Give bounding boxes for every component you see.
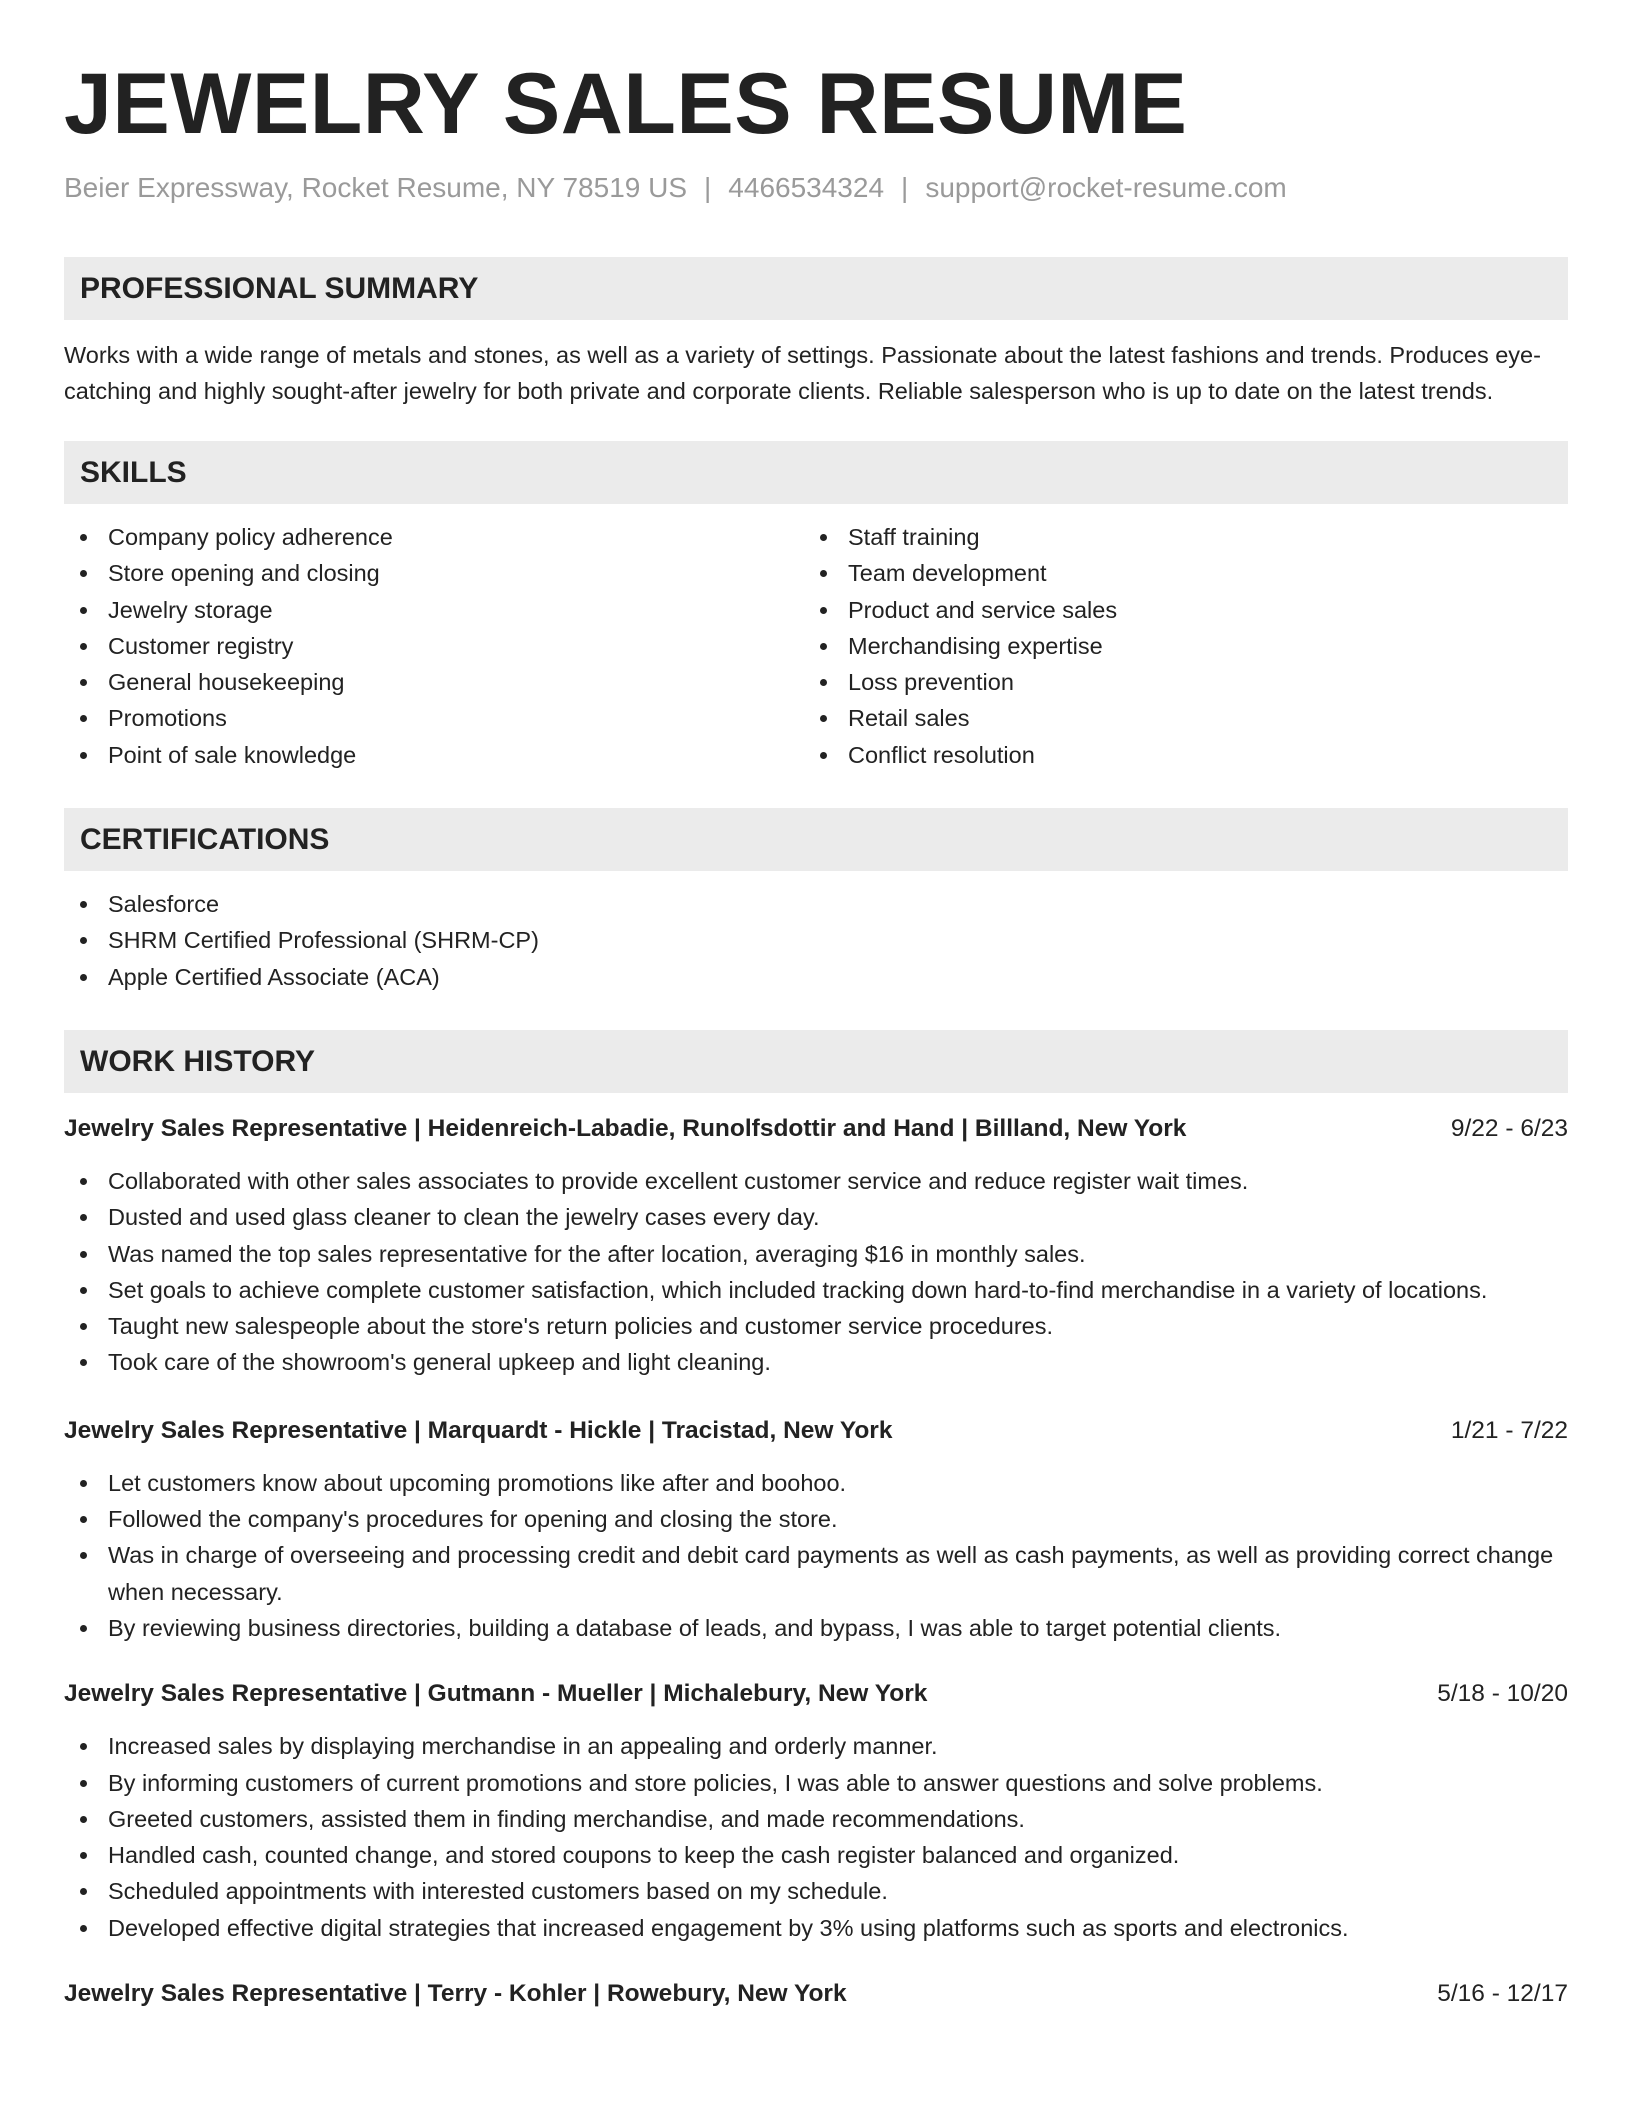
job-entry (64, 1676, 1568, 1946)
certification-item: Apple Certified Associate (ACA) (64, 959, 1568, 995)
section-heading-work-history: WORK HISTORY (64, 1030, 1568, 1093)
skill-item: Team development (804, 555, 1568, 591)
skill-item: Company policy adherence (64, 519, 804, 555)
job-dates: 9/22 - 6/23 (1450, 1114, 1568, 1142)
skill-item: Merchandising expertise (804, 628, 1568, 664)
contact-phone: 4466534324 (728, 172, 885, 203)
skill-item: Conflict resolution (804, 737, 1568, 773)
skill-item: Staff training (804, 519, 1568, 555)
job-entry (64, 1976, 1568, 2012)
job-bullet: Increased sales by displaying merchandise in an appealing and orderly manner. (64, 1728, 1568, 1764)
job-bullet: Took care of the showroom's general upkeep and light cleaning. (64, 1344, 1568, 1380)
job-bullet: By informing customers of current promotions and store policies, I was able to answer questions and solve problems. (64, 1765, 1568, 1801)
skill-item: Promotions (64, 700, 804, 736)
job-header (64, 1676, 1568, 1712)
job-bullet: Dusted and used glass cleaner to clean the jewelry cases every day. (64, 1199, 1568, 1235)
job-bullet: Taught new salespeople about the store's return policies and customer service procedures. (64, 1308, 1568, 1344)
job-bullet: Greeted customers, assisted them in finding merchandise, and made recommendations. (64, 1801, 1568, 1837)
job-bullet: Handled cash, counted change, and stored coupons to keep the cash register balanced and organized. (64, 1837, 1568, 1873)
job-header (64, 1413, 1568, 1449)
job-bullets (64, 1465, 1568, 1646)
job-title: Jewelry Sales Representative | Terry - Kohler | Rowebury, New York (64, 1980, 847, 2008)
job-entry (64, 1111, 1568, 1381)
job-bullet: Let customers know about upcoming promotions like after and boohoo. (64, 1465, 1568, 1501)
contact-address: Beier Expressway, Rocket Resume, NY 78519 US (64, 172, 688, 203)
skills-columns (64, 519, 1568, 773)
certification-item: Salesforce (64, 886, 1568, 922)
certification-item: SHRM Certified Professional (SHRM-CP) (64, 922, 1568, 958)
job-entry (64, 1413, 1568, 1646)
resume-title: JEWELRY SALES RESUME (64, 56, 1188, 152)
skill-item: General housekeeping (64, 664, 804, 700)
section-heading-skills: SKILLS (64, 441, 1568, 504)
job-bullet: Was in charge of overseeing and processing credit and debit card payments as well as cash payments, as well as providing correct change when necessary. (64, 1537, 1568, 1610)
job-title: Jewelry Sales Representative | Gutmann - Mueller | Michalebury, New York (64, 1680, 928, 1708)
job-bullet: Followed the company's procedures for opening and closing the store. (64, 1501, 1568, 1537)
summary-paragraph: Works with a wide range of metals and stones, as well as a variety of settings. Passionate about the latest fashions and trends. Produces eye-catching and highly sought-after jewelry for both private and corporate clients. Reliable salesperson who is up to date on the latest trends. (64, 342, 1541, 404)
skill-item: Point of sale knowledge (64, 737, 804, 773)
contact-email: support@rocket-resume.com (925, 172, 1287, 203)
skill-item: Loss prevention (804, 664, 1568, 700)
job-bullet: By reviewing business directories, building a database of leads, and bypass, I was able to target potential clients. (64, 1610, 1568, 1646)
section-heading-certifications: CERTIFICATIONS (64, 808, 1568, 871)
contact-separator: | (901, 172, 909, 203)
skills-list-right (804, 519, 1568, 773)
job-title: Jewelry Sales Representative | Heidenreich-Labadie, Runolfsdottir and Hand | Billland, New York (64, 1114, 1187, 1142)
job-header (64, 1111, 1568, 1147)
skill-item: Store opening and closing (64, 555, 804, 591)
contact-line (64, 170, 1568, 206)
skill-item: Customer registry (64, 628, 804, 664)
job-dates: 1/21 - 7/22 (1450, 1416, 1568, 1444)
skill-item: Product and service sales (804, 592, 1568, 628)
certifications-list (64, 886, 1568, 995)
job-bullet: Collaborated with other sales associates to provide excellent customer service and reduce register wait times. (64, 1163, 1568, 1199)
resume-page (64, 0, 1568, 2012)
skill-item: Retail sales (804, 700, 1568, 736)
job-title: Jewelry Sales Representative | Marquardt - Hickle | Tracistad, New York (64, 1416, 893, 1444)
job-dates: 5/18 - 10/20 (1437, 1680, 1568, 1708)
job-dates: 5/16 - 12/17 (1437, 1980, 1568, 2008)
job-bullet: Was named the top sales representative for the after location, averaging $16 in monthly sales. (64, 1236, 1568, 1272)
job-bullet: Developed effective digital strategies that increased engagement by 3% using platforms such as sports and electronics. (64, 1910, 1568, 1946)
job-bullets (64, 1728, 1568, 1946)
skill-item: Jewelry storage (64, 592, 804, 628)
job-bullet: Scheduled appointments with interested customers based on my schedule. (64, 1873, 1568, 1909)
skills-list-left (64, 519, 804, 773)
job-header (64, 1976, 1568, 2012)
job-bullet: Set goals to achieve complete customer satisfaction, which included tracking down hard-to-find merchandise in a variety of locations. (64, 1272, 1568, 1308)
contact-separator: | (704, 172, 712, 203)
section-heading-summary: PROFESSIONAL SUMMARY (64, 257, 1568, 320)
job-bullets (64, 1163, 1568, 1381)
